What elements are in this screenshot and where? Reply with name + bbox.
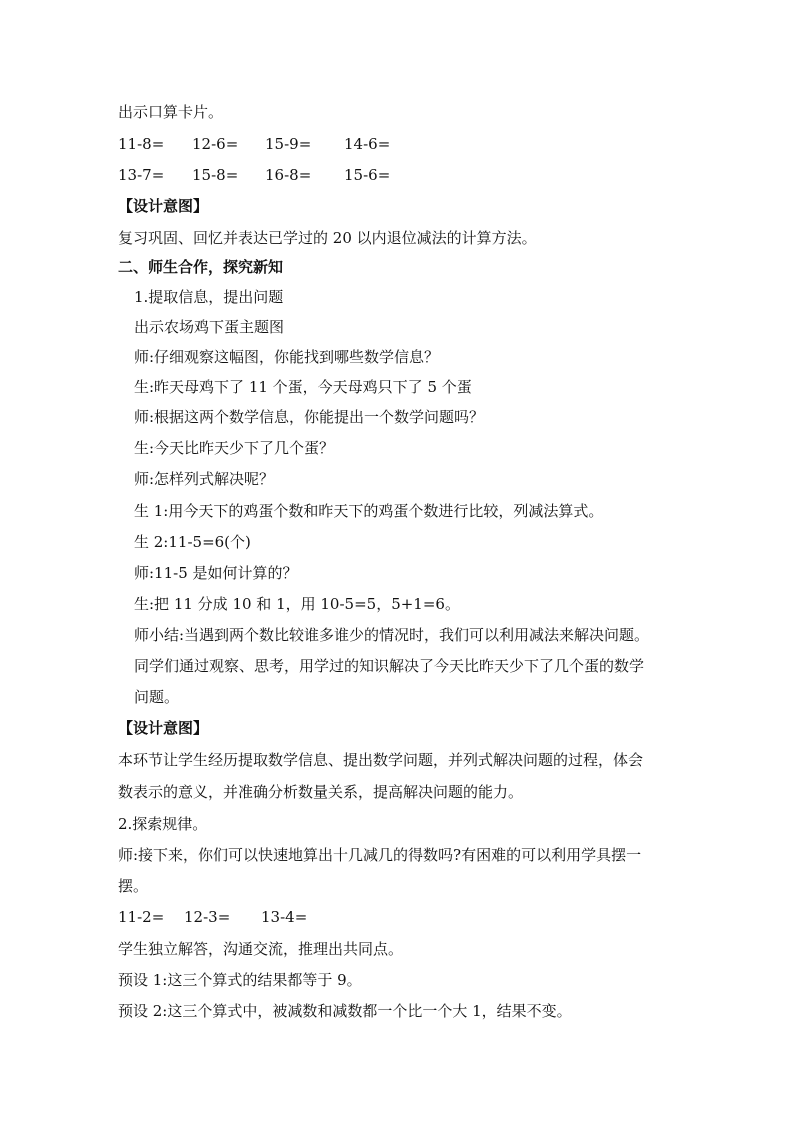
text-line: 数表示的意义，并准确分析数量关系，提高解决问题的能力。: [118, 783, 524, 801]
section-heading: 二、师生合作，探究新知: [118, 258, 284, 276]
equation: 13-4=: [261, 908, 308, 926]
text-line: 师:怎样列式解决呢？: [134, 470, 275, 488]
text-line: 生 1:用今天下的鸡蛋个数和昨天下的鸡蛋个数进行比较，列减法算式。: [134, 502, 604, 520]
text-line: 1.提取信息，提出问题: [134, 288, 284, 306]
text-line: 师:根据这两个数学信息，你能提出一个数学问题吗？: [134, 408, 485, 426]
text-line: 本环节让学生经历提取数学信息、提出数学问题，并列式解决问题的过程，体会: [118, 751, 644, 769]
section-heading: 【设计意图】: [118, 197, 209, 215]
equation: 16-8=: [265, 166, 312, 184]
equation: 15-8=: [192, 166, 239, 184]
text-line: 师:接下来，你们可以快速地算出十几减几的得数吗?有困难的可以利用学具摆一: [118, 846, 642, 864]
equation: 12-3=: [184, 908, 231, 926]
section-heading: 【设计意图】: [118, 719, 209, 737]
equation: 12-6=: [192, 135, 239, 153]
text-line: 2.探索规律。: [118, 815, 208, 833]
text-line: 同学们通过观察、思考，用学过的知识解决了今天比昨天少下了几个蛋的数学: [134, 657, 645, 675]
text-line: 生:把 11 分成 10 和 1，用 10-5=5，5+1=6。: [134, 595, 460, 613]
text-line: 预设 2:这三个算式中，被减数和减数都一个比一个大 1，结果不变。: [118, 1002, 572, 1020]
equation: 15-9=: [265, 135, 312, 153]
equation: 13-7=: [118, 166, 165, 184]
text-line: 学生独立解答，沟通交流，推理出共同点。: [118, 940, 404, 958]
text-line: 复习巩固、回忆并表达已学过的 20 以内退位减法的计算方法。: [118, 229, 537, 247]
equation: 15-6=: [344, 166, 391, 184]
equation: 11-2=: [118, 908, 165, 926]
equation: 14-6=: [344, 135, 391, 153]
text-line: 生:今天比昨天少下了几个蛋？: [134, 439, 335, 457]
text-line: 预设 1:这三个算式的结果都等于 9。: [118, 971, 362, 989]
text-line: 生:昨天母鸡下了 11 个蛋，今天母鸡只下了 5 个蛋: [134, 378, 472, 396]
explore-equations-row: [118, 907, 307, 927]
oral-cards-row-1: [118, 134, 390, 154]
oral-cards-row-2: [118, 165, 390, 185]
equation: 11-8=: [118, 135, 165, 153]
text-line: 问题。: [134, 688, 180, 706]
text-line: 生 2:11-5=6(个): [134, 533, 251, 551]
text-line: 师小结:当遇到两个数比较谁多谁少的情况时，我们可以利用减法来解决问题。: [134, 626, 650, 644]
text-line: 摆。: [118, 877, 149, 895]
text-line: 出示农场鸡下蛋主题图: [134, 318, 285, 336]
text-line: 出示口算卡片。: [118, 103, 224, 121]
text-line: 师:仔细观察这幅图，你能找到哪些数学信息？: [134, 348, 440, 366]
text-line: 师:11-5 是如何计算的？: [134, 564, 298, 582]
